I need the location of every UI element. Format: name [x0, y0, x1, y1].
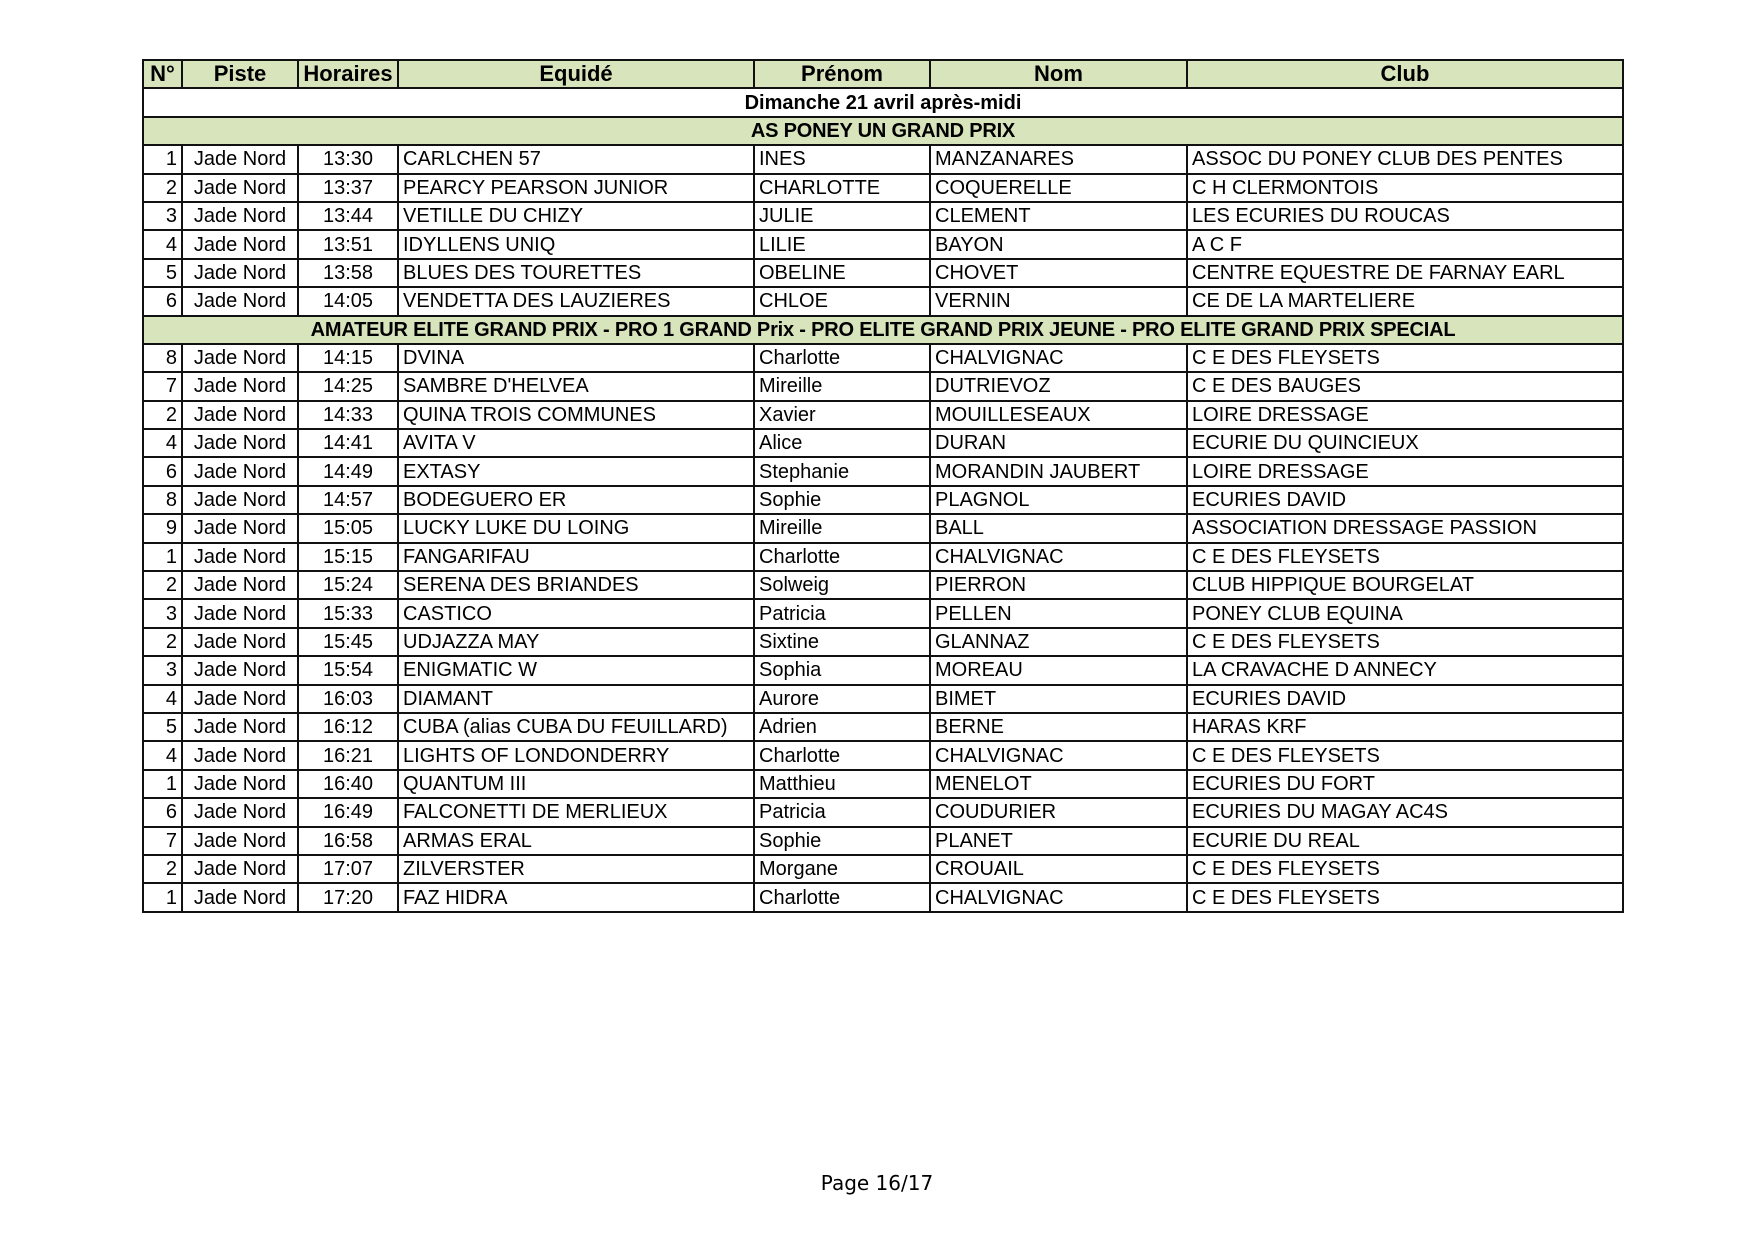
cell-club: C E DES BAUGES — [1187, 372, 1623, 400]
cell-lastname: MANZANARES — [930, 145, 1187, 173]
cell-lastname: MOREAU — [930, 656, 1187, 684]
cell-time: 16:58 — [298, 827, 398, 855]
cell-time: 13:37 — [298, 174, 398, 202]
cell-club: ASSOCIATION DRESSAGE PASSION — [1187, 514, 1623, 542]
cell-lastname: MORANDIN JAUBERT — [930, 457, 1187, 485]
header-equide: Equidé — [398, 60, 754, 88]
cell-number: 1 — [143, 145, 182, 173]
cell-club: ECURIES DAVID — [1187, 685, 1623, 713]
table-row — [143, 883, 1623, 911]
table-row — [143, 514, 1623, 542]
cell-club: C H CLERMONTOIS — [1187, 174, 1623, 202]
cell-number: 7 — [143, 372, 182, 400]
table-row — [143, 656, 1623, 684]
cell-time: 14:33 — [298, 401, 398, 429]
table-row — [143, 713, 1623, 741]
cell-lastname: VERNIN — [930, 287, 1187, 315]
cell-horse: QUINA TROIS COMMUNES — [398, 401, 754, 429]
cell-firstname: CHARLOTTE — [754, 174, 930, 202]
table-row — [143, 827, 1623, 855]
table-row — [143, 344, 1623, 372]
cell-club: CE DE LA MARTELIERE — [1187, 287, 1623, 315]
table-row — [143, 543, 1623, 571]
page-number: Page 16/17 — [820, 1171, 934, 1195]
cell-time: 14:15 — [298, 344, 398, 372]
cell-firstname: Aurore — [754, 685, 930, 713]
table-row — [143, 685, 1623, 713]
cell-lastname: BIMET — [930, 685, 1187, 713]
cell-club: C E DES FLEYSETS — [1187, 741, 1623, 769]
cell-number: 7 — [143, 827, 182, 855]
cell-firstname: Sophia — [754, 656, 930, 684]
cell-club: C E DES FLEYSETS — [1187, 883, 1623, 911]
cell-firstname: JULIE — [754, 202, 930, 230]
cell-time: 16:03 — [298, 685, 398, 713]
cell-lastname: GLANNAZ — [930, 628, 1187, 656]
section-title: AMATEUR ELITE GRAND PRIX - PRO 1 GRAND Prix - PRO ELITE GRAND PRIX JEUNE - PRO ELITE GRAND PRIX SPECIAL — [143, 316, 1623, 344]
cell-time: 15:24 — [298, 571, 398, 599]
cell-lastname: BAYON — [930, 230, 1187, 258]
day-title-row — [143, 88, 1623, 116]
cell-firstname: INES — [754, 145, 930, 173]
cell-number: 3 — [143, 656, 182, 684]
section-row — [143, 117, 1623, 145]
cell-firstname: LILIE — [754, 230, 930, 258]
cell-horse: ENIGMATIC W — [398, 656, 754, 684]
cell-club: LOIRE DRESSAGE — [1187, 457, 1623, 485]
cell-piste: Jade Nord — [182, 230, 298, 258]
cell-horse: BODEGUERO ER — [398, 486, 754, 514]
cell-club: LES ECURIES DU ROUCAS — [1187, 202, 1623, 230]
cell-time: 13:51 — [298, 230, 398, 258]
cell-time: 13:58 — [298, 259, 398, 287]
section-title: AS PONEY UN GRAND PRIX — [143, 117, 1623, 145]
cell-number: 4 — [143, 741, 182, 769]
cell-firstname: Sixtine — [754, 628, 930, 656]
cell-piste: Jade Nord — [182, 259, 298, 287]
cell-piste: Jade Nord — [182, 628, 298, 656]
cell-firstname: Sophie — [754, 486, 930, 514]
table-row — [143, 202, 1623, 230]
table-row — [143, 372, 1623, 400]
cell-time: 14:05 — [298, 287, 398, 315]
cell-horse: LIGHTS OF LONDONDERRY — [398, 741, 754, 769]
cell-club: ECURIES DAVID — [1187, 486, 1623, 514]
cell-piste: Jade Nord — [182, 429, 298, 457]
cell-horse: FANGARIFAU — [398, 543, 754, 571]
cell-club: ECURIES DU MAGAY AC4S — [1187, 798, 1623, 826]
header-club: Club — [1187, 60, 1623, 88]
cell-time: 14:49 — [298, 457, 398, 485]
cell-piste: Jade Nord — [182, 145, 298, 173]
cell-lastname: BERNE — [930, 713, 1187, 741]
cell-number: 2 — [143, 628, 182, 656]
cell-lastname: CLEMENT — [930, 202, 1187, 230]
cell-piste: Jade Nord — [182, 685, 298, 713]
cell-horse: VETILLE DU CHIZY — [398, 202, 754, 230]
cell-piste: Jade Nord — [182, 174, 298, 202]
cell-club: C E DES FLEYSETS — [1187, 344, 1623, 372]
table-row — [143, 628, 1623, 656]
table-row — [143, 287, 1623, 315]
cell-time: 13:30 — [298, 145, 398, 173]
cell-firstname: Xavier — [754, 401, 930, 429]
cell-firstname: Patricia — [754, 599, 930, 627]
cell-horse: IDYLLENS UNIQ — [398, 230, 754, 258]
cell-horse: FAZ HIDRA — [398, 883, 754, 911]
cell-time: 15:15 — [298, 543, 398, 571]
cell-firstname: Mireille — [754, 372, 930, 400]
cell-piste: Jade Nord — [182, 372, 298, 400]
cell-club: CENTRE EQUESTRE DE FARNAY EARL — [1187, 259, 1623, 287]
cell-horse: LUCKY LUKE DU LOING — [398, 514, 754, 542]
cell-firstname: OBELINE — [754, 259, 930, 287]
cell-club: ECURIES DU FORT — [1187, 770, 1623, 798]
cell-club: C E DES FLEYSETS — [1187, 628, 1623, 656]
cell-lastname: CHOVET — [930, 259, 1187, 287]
cell-club: LOIRE DRESSAGE — [1187, 401, 1623, 429]
cell-firstname: Matthieu — [754, 770, 930, 798]
cell-time: 16:40 — [298, 770, 398, 798]
cell-horse: CASTICO — [398, 599, 754, 627]
cell-time: 14:41 — [298, 429, 398, 457]
header-nom: Nom — [930, 60, 1187, 88]
cell-horse: DVINA — [398, 344, 754, 372]
cell-time: 16:21 — [298, 741, 398, 769]
cell-number: 2 — [143, 571, 182, 599]
cell-firstname: Charlotte — [754, 543, 930, 571]
cell-time: 13:44 — [298, 202, 398, 230]
table-row — [143, 798, 1623, 826]
cell-firstname: Solweig — [754, 571, 930, 599]
cell-club: CLUB HIPPIQUE BOURGELAT — [1187, 571, 1623, 599]
cell-club: ASSOC DU PONEY CLUB DES PENTES — [1187, 145, 1623, 173]
cell-club: C E DES FLEYSETS — [1187, 543, 1623, 571]
cell-club: C E DES FLEYSETS — [1187, 855, 1623, 883]
cell-club: HARAS KRF — [1187, 713, 1623, 741]
cell-club: ECURIE DU QUINCIEUX — [1187, 429, 1623, 457]
cell-firstname: Charlotte — [754, 344, 930, 372]
cell-horse: BLUES DES TOURETTES — [398, 259, 754, 287]
cell-horse: CUBA (alias CUBA DU FEUILLARD) — [398, 713, 754, 741]
cell-number: 5 — [143, 259, 182, 287]
cell-time: 14:25 — [298, 372, 398, 400]
cell-horse: SAMBRE D'HELVEA — [398, 372, 754, 400]
cell-piste: Jade Nord — [182, 741, 298, 769]
header-horaires: Horaires — [298, 60, 398, 88]
cell-number: 1 — [143, 770, 182, 798]
cell-piste: Jade Nord — [182, 543, 298, 571]
cell-number: 5 — [143, 713, 182, 741]
cell-horse: VENDETTA DES LAUZIERES — [398, 287, 754, 315]
cell-firstname: Charlotte — [754, 883, 930, 911]
cell-number: 3 — [143, 599, 182, 627]
cell-piste: Jade Nord — [182, 827, 298, 855]
table-row — [143, 599, 1623, 627]
cell-lastname: PIERRON — [930, 571, 1187, 599]
cell-lastname: COUDURIER — [930, 798, 1187, 826]
cell-piste: Jade Nord — [182, 599, 298, 627]
table-row — [143, 855, 1623, 883]
cell-time: 17:20 — [298, 883, 398, 911]
cell-piste: Jade Nord — [182, 486, 298, 514]
cell-horse: UDJAZZA MAY — [398, 628, 754, 656]
section-row — [143, 316, 1623, 344]
cell-club: ECURIE DU REAL — [1187, 827, 1623, 855]
table-row — [143, 259, 1623, 287]
cell-firstname: Mireille — [754, 514, 930, 542]
cell-firstname: Sophie — [754, 827, 930, 855]
cell-number: 2 — [143, 855, 182, 883]
cell-number: 3 — [143, 202, 182, 230]
cell-horse: DIAMANT — [398, 685, 754, 713]
cell-piste: Jade Nord — [182, 571, 298, 599]
cell-time: 15:45 — [298, 628, 398, 656]
cell-lastname: PELLEN — [930, 599, 1187, 627]
cell-piste: Jade Nord — [182, 656, 298, 684]
cell-number: 1 — [143, 883, 182, 911]
cell-firstname: CHLOE — [754, 287, 930, 315]
cell-club: PONEY CLUB EQUINA — [1187, 599, 1623, 627]
table-body — [143, 88, 1623, 911]
table-row — [143, 145, 1623, 173]
cell-horse: AVITA V — [398, 429, 754, 457]
cell-firstname: Stephanie — [754, 457, 930, 485]
cell-piste: Jade Nord — [182, 287, 298, 315]
table-row — [143, 429, 1623, 457]
cell-firstname: Charlotte — [754, 741, 930, 769]
cell-horse: ARMAS ERAL — [398, 827, 754, 855]
cell-horse: CARLCHEN 57 — [398, 145, 754, 173]
cell-number: 6 — [143, 798, 182, 826]
table-row — [143, 174, 1623, 202]
cell-time: 16:49 — [298, 798, 398, 826]
cell-lastname: PLANET — [930, 827, 1187, 855]
cell-lastname: DUTRIEVOZ — [930, 372, 1187, 400]
cell-number: 8 — [143, 486, 182, 514]
cell-horse: PEARCY PEARSON JUNIOR — [398, 174, 754, 202]
cell-piste: Jade Nord — [182, 883, 298, 911]
cell-club: A C F — [1187, 230, 1623, 258]
cell-horse: QUANTUM III — [398, 770, 754, 798]
cell-number: 8 — [143, 344, 182, 372]
cell-lastname: CHALVIGNAC — [930, 883, 1187, 911]
cell-time: 15:54 — [298, 656, 398, 684]
cell-lastname: MOUILLESEAUX — [930, 401, 1187, 429]
start-list-table — [142, 59, 1624, 913]
cell-lastname: CHALVIGNAC — [930, 741, 1187, 769]
day-title: Dimanche 21 avril après-midi — [143, 88, 1623, 116]
cell-firstname: Alice — [754, 429, 930, 457]
cell-lastname: CHALVIGNAC — [930, 344, 1187, 372]
cell-time: 16:12 — [298, 713, 398, 741]
table-row — [143, 401, 1623, 429]
cell-number: 2 — [143, 401, 182, 429]
table-row — [143, 230, 1623, 258]
table-row — [143, 770, 1623, 798]
cell-piste: Jade Nord — [182, 401, 298, 429]
cell-lastname: BALL — [930, 514, 1187, 542]
cell-horse: ZILVERSTER — [398, 855, 754, 883]
cell-lastname: DURAN — [930, 429, 1187, 457]
cell-time: 15:33 — [298, 599, 398, 627]
cell-horse: EXTASY — [398, 457, 754, 485]
cell-firstname: Patricia — [754, 798, 930, 826]
cell-horse: FALCONETTI DE MERLIEUX — [398, 798, 754, 826]
cell-time: 17:07 — [298, 855, 398, 883]
cell-number: 4 — [143, 685, 182, 713]
cell-piste: Jade Nord — [182, 202, 298, 230]
cell-number: 4 — [143, 429, 182, 457]
table-row — [143, 571, 1623, 599]
cell-time: 14:57 — [298, 486, 398, 514]
table-row — [143, 486, 1623, 514]
cell-piste: Jade Nord — [182, 713, 298, 741]
cell-firstname: Morgane — [754, 855, 930, 883]
cell-lastname: MENELOT — [930, 770, 1187, 798]
cell-piste: Jade Nord — [182, 344, 298, 372]
cell-piste: Jade Nord — [182, 457, 298, 485]
cell-firstname: Adrien — [754, 713, 930, 741]
header-piste: Piste — [182, 60, 298, 88]
cell-piste: Jade Nord — [182, 798, 298, 826]
cell-number: 1 — [143, 543, 182, 571]
cell-number: 6 — [143, 457, 182, 485]
cell-lastname: PLAGNOL — [930, 486, 1187, 514]
header-prenom: Prénom — [754, 60, 930, 88]
cell-number: 6 — [143, 287, 182, 315]
cell-number: 4 — [143, 230, 182, 258]
cell-piste: Jade Nord — [182, 770, 298, 798]
table-row — [143, 741, 1623, 769]
header-row — [143, 60, 1623, 88]
header-number: N° — [143, 60, 182, 88]
cell-lastname: COQUERELLE — [930, 174, 1187, 202]
cell-lastname: CHALVIGNAC — [930, 543, 1187, 571]
cell-time: 15:05 — [298, 514, 398, 542]
cell-lastname: CROUAIL — [930, 855, 1187, 883]
cell-number: 9 — [143, 514, 182, 542]
cell-piste: Jade Nord — [182, 855, 298, 883]
cell-number: 2 — [143, 174, 182, 202]
table-row — [143, 457, 1623, 485]
cell-club: LA CRAVACHE D ANNECY — [1187, 656, 1623, 684]
cell-piste: Jade Nord — [182, 514, 298, 542]
cell-horse: SERENA DES BRIANDES — [398, 571, 754, 599]
